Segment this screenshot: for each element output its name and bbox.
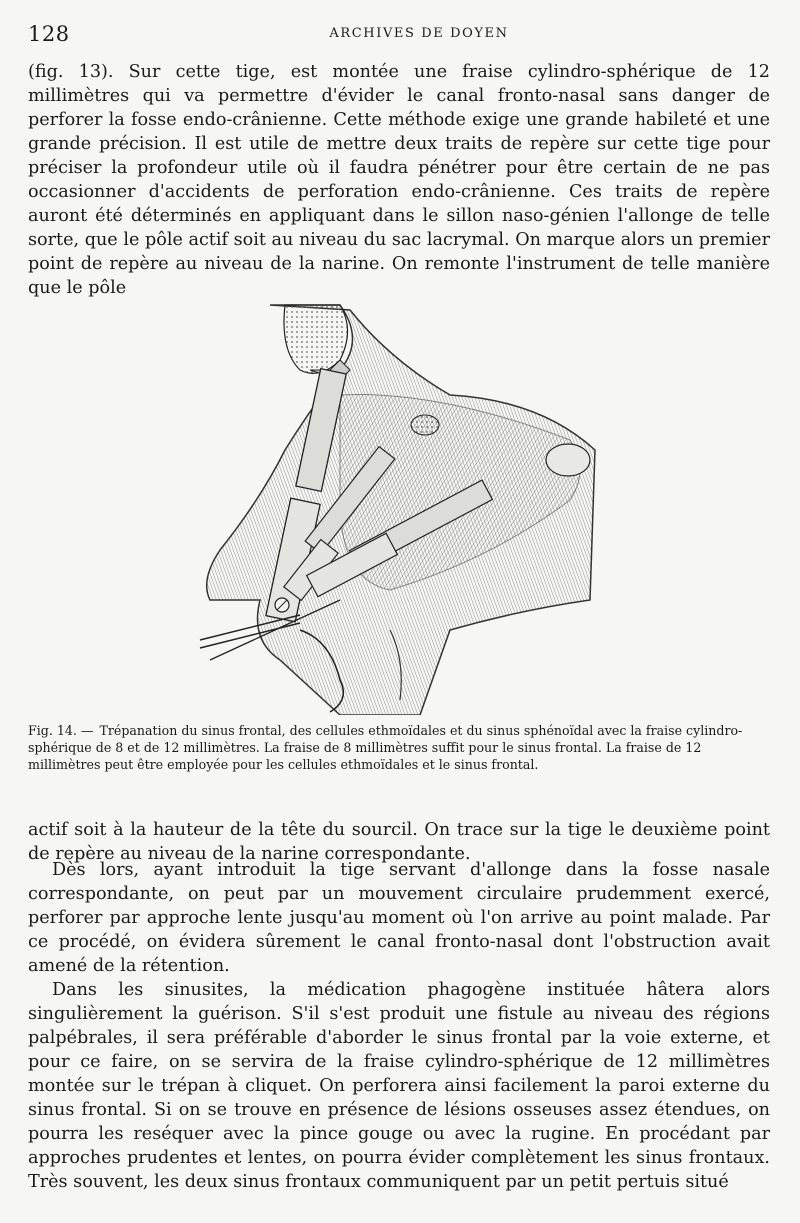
figure-14-illustration [190,300,610,715]
figure-caption-text: Trépanation du sinus frontal, des cellules ethmoïdales et du sinus sphénoïdal avec la fraise cylindro-sphérique de 8 et de 12 millimètres. La fraise de 8 millimètres suffit pour le sinus frontal. La fraise de 12 millimètres peut être employée pour les cellules ethmoïdales et le sinus frontal. [28,723,743,772]
paragraph-1: (fig. 13). Sur cette tige, est montée une fraise cylindro-sphérique de 12 millimètres qui va permettre d'évider le canal fronto-nasal sans danger de perforer la fosse endo-crânienne. Cette méthode exige une grande habileté et une grande précision. Il est utile de mettre deux traits de repère sur cette tige pour préciser la profondeur utile où il faudra pénétrer pour être certain de ne pas occasionner d'accidents de perforation endo-crânienne. Ces traits de repère auront été déterminés en appliquant dans le sillon naso-génien l'allonge de telle sorte, que le pôle actif soit au niveau du sac lacrymal. On marque alors un premier point de repère au niveau de la narine. On remonte l'instrument de telle manière que le pôle [28,62,770,298]
figure-caption [28,722,773,773]
paragraph-2: actif soit à la hauteur de la tête du sourcil. On trace sur la tige le deuxième point de repère au niveau de la narine correspondante. [28,820,770,864]
page-header [28,22,770,50]
running-title: ARCHIVES DE DOYEN [329,26,509,41]
figure-label: Fig. 14. — [28,723,94,738]
paragraph-3: Dès lors, ayant introduit la tige servant d'allonge dans la fosse nasale correspondante, on peut par un mouvement circulaire prudemment exercé, perforer par approche lente jusqu'au moment où l'on arrive au point malade. Par ce procédé, on évidera sûrement le canal fronto-nasal dont l'obstruction avait amené de la rétention. [28,860,770,976]
page-number: 128 [28,22,70,46]
sphenoid-sinus-shape [546,444,590,476]
paragraph-4: Dans les sinusites, la médication phagogène instituée hâtera alors singulièrement la guérison. S'il s'est produit une fistule au niveau des régions palpébrales, il sera préférable d'aborder le sinus frontal par la voie externe, et pour ce faire, on se servira de la fraise cylindro-sphérique de 12 millimètres montée sur le trépan à cliquet. On perforera ainsi facilement la paroi externe du sinus frontal. Si on se trouve en présence de lésions osseuses assez étendues, on pourra les reséquer avec la pince gouge ou avec la rugine. En procédant par approches prudentes et lentes, on pourra évider complètement les sinus frontaux. Très souvent, les deux sinus frontaux communiquent par un petit pertuis situé [28,980,770,1192]
surgical-engraving [190,300,610,715]
